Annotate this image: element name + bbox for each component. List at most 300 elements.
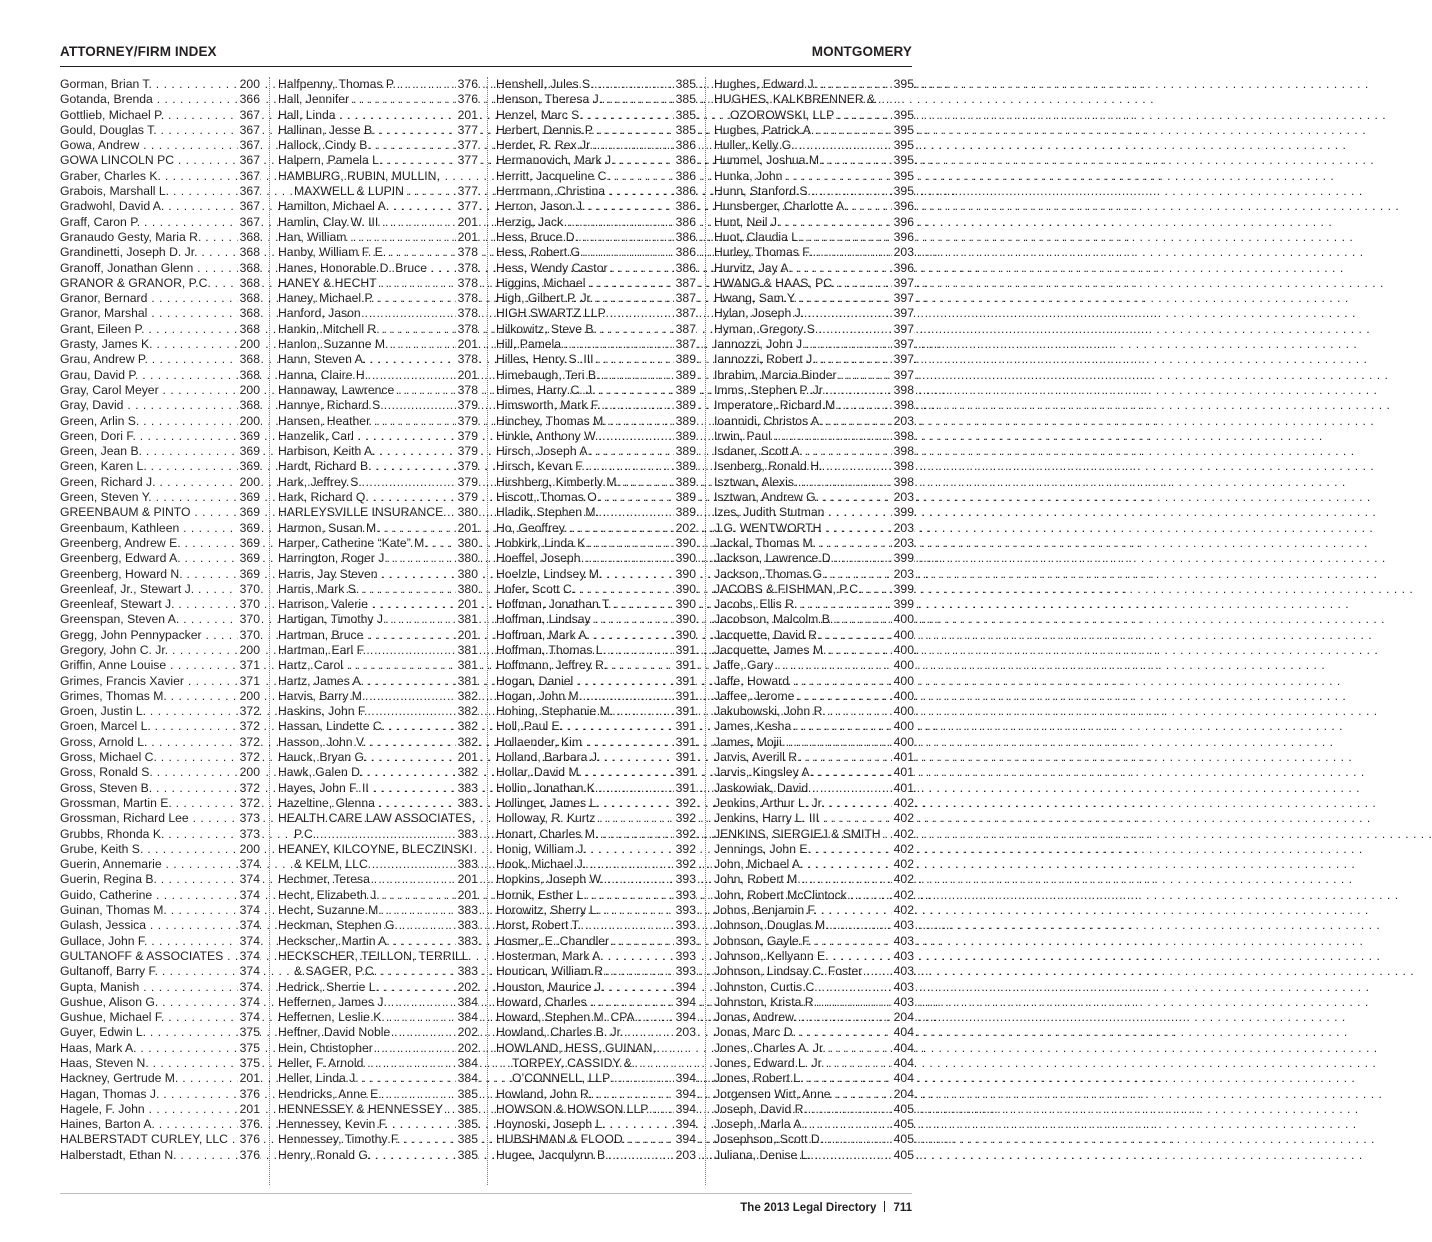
index-entry xyxy=(60,1041,260,1056)
entry-page-number: 387 xyxy=(675,306,696,321)
entry-name: Groen, Marcel L. . . . xyxy=(60,719,236,734)
entry-page-number: 383 xyxy=(457,933,478,948)
entry-page-number: 369 xyxy=(239,459,260,474)
index-entry xyxy=(278,827,478,842)
index-entry xyxy=(714,689,914,704)
index-entry xyxy=(278,888,478,903)
entry-name: Gullace, John F. . . . xyxy=(60,934,236,949)
entry-page-number: 370 xyxy=(239,581,260,596)
entry-page-number: 398 xyxy=(893,459,914,474)
entry-name: Herbert, Dennis P. . . . xyxy=(496,123,672,138)
index-entry xyxy=(714,567,914,582)
index-entry xyxy=(496,674,696,689)
entry-page-number: 201 xyxy=(239,1071,260,1086)
entry-page-number: 395 xyxy=(893,153,914,168)
entry-page-number: 368 xyxy=(239,352,260,367)
entry-page-number: 367 xyxy=(239,122,260,137)
index-entry xyxy=(278,276,478,291)
index-entry xyxy=(278,582,478,597)
index-entry xyxy=(60,92,260,107)
entry-page-number: 394 xyxy=(675,1117,696,1132)
index-entry xyxy=(714,169,914,184)
entry-page-number: 371 xyxy=(239,673,260,688)
index-entry xyxy=(278,934,478,949)
entry-name: Hurley, Thomas F. . . . xyxy=(714,245,890,260)
index-entry xyxy=(714,521,914,536)
index-entry xyxy=(278,1071,478,1086)
index-entry xyxy=(496,1087,696,1102)
entry-name: Hazeltine, Glenna . . . xyxy=(278,796,454,811)
index-entry xyxy=(60,735,260,750)
entry-page-number: 382 xyxy=(457,765,478,780)
index-entry xyxy=(60,903,260,918)
entry-page-number: 385 xyxy=(457,1101,478,1116)
index-entry xyxy=(714,704,914,719)
index-entry xyxy=(496,612,696,627)
entry-name: Haas, Steven N. . . . xyxy=(60,1056,236,1071)
entry-page-number: 384 xyxy=(457,1056,478,1070)
entry-page-number: 398 xyxy=(893,428,914,443)
entry-page-number: 202 xyxy=(457,1025,478,1040)
entry-page-number: 380 xyxy=(457,581,478,596)
entry-page-number: 368 xyxy=(239,321,260,336)
index-entry xyxy=(714,368,914,383)
entry-name: Herzig, Jack . . . xyxy=(496,215,672,230)
index-entry xyxy=(714,903,914,918)
entry-name: Green, Jean B. . . . xyxy=(60,444,236,459)
entry-page-number: 383 xyxy=(457,857,478,872)
index-entry xyxy=(278,505,478,520)
entry-page-number: 395 xyxy=(893,138,914,153)
entry-page-number: 395 xyxy=(893,168,914,183)
entry-page-number: 366 xyxy=(239,92,260,107)
entry-name: HAMBURG, RUBIN, MULLIN, xyxy=(278,168,440,183)
entry-page-number: 398 xyxy=(893,382,914,397)
entry-name: Ioannidi, Christos A. . . . xyxy=(714,414,890,429)
index-entry xyxy=(278,949,478,964)
entry-name: Hann, Steven A. . . . xyxy=(278,352,454,367)
index-entry xyxy=(60,1071,260,1086)
entry-page-number: 374 xyxy=(239,918,260,933)
entry-page-number: 378 xyxy=(457,352,478,367)
entry-page-number: 397 xyxy=(893,321,914,336)
entry-name: Hinkle, Anthony W. . . . xyxy=(496,429,672,444)
index-entry xyxy=(496,199,696,214)
entry-name: Greenspan, Steven A. . . . xyxy=(60,612,236,627)
entry-page-number: 380 xyxy=(457,535,478,550)
entry-name: Jacobson, Malcolm B. . . . xyxy=(714,612,890,627)
index-entry xyxy=(496,1056,696,1071)
entry-name: Hiscott, Thomas O. . . . xyxy=(496,490,672,505)
entry-name: John, Robert McClintock . . . xyxy=(714,888,890,903)
entry-page-number: 386 xyxy=(675,199,696,214)
index-entry xyxy=(60,811,260,826)
entry-name: Graff, Caron P. . . . xyxy=(60,215,236,230)
index-entry xyxy=(714,735,914,750)
index-entry xyxy=(278,429,478,444)
entry-name: HENNESSEY & HENNESSEY . . . xyxy=(278,1102,454,1117)
entry-name: Grabois, Marshall L. . . . xyxy=(60,184,236,199)
entry-page-number: 374 xyxy=(239,979,260,994)
index-entry xyxy=(496,643,696,658)
entry-name: Hallinan, Jesse B. . . . xyxy=(278,123,454,138)
index-entry xyxy=(60,582,260,597)
index-entry xyxy=(714,643,914,658)
entry-page-number: 385 xyxy=(675,122,696,137)
entry-page-number: 391 xyxy=(675,780,696,795)
index-entry xyxy=(496,184,696,199)
entry-page-number: 378 xyxy=(457,260,478,275)
index-entry xyxy=(60,306,260,321)
index-entry xyxy=(60,536,260,551)
entry-page-number: 387 xyxy=(675,321,696,336)
index-entry xyxy=(714,1132,914,1147)
entry-page-number: 392 xyxy=(675,826,696,841)
index-entry xyxy=(496,582,696,597)
entry-name: Jaffe, Gary . . . xyxy=(714,658,890,673)
entry-page-number: 373 xyxy=(239,811,260,826)
entry-name: Hallock, Cindy B. . . . xyxy=(278,138,454,153)
page-header xyxy=(60,44,912,62)
entry-name: Harrington, Roger J. . . . xyxy=(278,551,454,566)
entry-name: Grau, Andrew P. . . . xyxy=(60,352,236,367)
index-entry xyxy=(496,796,696,811)
index-entry xyxy=(714,827,914,842)
entry-page-number: 381 xyxy=(457,673,478,688)
index-entry xyxy=(496,383,696,398)
entry-page-number: 379 xyxy=(457,398,478,413)
index-entry xyxy=(714,628,914,643)
entry-name: Jaffee, Jerome . . . xyxy=(714,689,890,704)
entry-page-number: 398 xyxy=(893,444,914,459)
entry-name: Hermanovich, Mark J. . . . xyxy=(496,153,672,168)
index-entry xyxy=(496,980,696,995)
entry-name: Jakubowski, John R. . . . xyxy=(714,704,890,719)
entry-page-number: 397 xyxy=(893,275,914,290)
entry-page-number: 399 xyxy=(893,597,914,612)
index-entry xyxy=(714,123,914,138)
index-entry xyxy=(496,903,696,918)
entry-page-number: 384 xyxy=(457,1010,478,1025)
entry-name: Hess, Bruce D. . . . xyxy=(496,230,672,245)
entry-name: Granaudo Gesty, Maria R. . . . xyxy=(60,230,236,245)
index-entry xyxy=(714,918,914,933)
entry-page-number: 201 xyxy=(457,597,478,612)
entry-page-number: 377 xyxy=(457,184,478,199)
index-entry xyxy=(60,123,260,138)
entry-page-number: 383 xyxy=(457,964,478,979)
entry-name: HUBSHMAN & FLOOD . . . xyxy=(496,1132,672,1147)
entry-page-number: 386 xyxy=(675,229,696,244)
entry-page-number: 385 xyxy=(457,1086,478,1101)
index-entry xyxy=(278,735,478,750)
entry-name: Hollin, Jonathan K. . . . xyxy=(496,781,672,796)
entry-page-number: 374 xyxy=(239,994,260,1009)
entry-page-number: 397 xyxy=(893,291,914,306)
entry-page-number: 394 xyxy=(675,979,696,994)
entry-name: Hall, Jennifer . . . xyxy=(278,92,454,107)
entry-name: Hark, Jeffrey S. . . . xyxy=(278,475,454,490)
entry-name: Green, Karen L. . . . xyxy=(60,459,236,474)
index-entry xyxy=(496,918,696,933)
entry-name: Grimes, Francis Xavier . . . xyxy=(60,674,236,689)
index-entry xyxy=(714,872,914,887)
index-entry xyxy=(278,475,478,490)
entry-page-number: 400 xyxy=(893,673,914,688)
index-entry xyxy=(496,628,696,643)
entry-page-number: 392 xyxy=(675,795,696,810)
index-entry xyxy=(278,245,478,260)
index-entry xyxy=(60,827,260,842)
index-entry xyxy=(714,980,914,995)
entry-page-number: 389 xyxy=(675,398,696,413)
index-entry xyxy=(60,215,260,230)
index-entry xyxy=(60,643,260,658)
section-title: ATTORNEY/FIRM INDEX xyxy=(60,44,217,59)
entry-page-number: 372 xyxy=(239,795,260,810)
index-entry xyxy=(496,964,696,979)
entry-page-number: 390 xyxy=(675,612,696,627)
entry-name: Joseph, David R. . . . xyxy=(714,1102,890,1117)
index-entry xyxy=(60,1148,260,1163)
entry-name: Halpern, Pamela L. . . . xyxy=(278,153,454,168)
entry-name: Jones, Edward L. Jr. . . . xyxy=(714,1056,890,1071)
entry-page-number: 402 xyxy=(893,795,914,810)
index-entry xyxy=(278,964,478,979)
entry-page-number: 201 xyxy=(457,872,478,887)
entry-page-number: 402 xyxy=(893,826,914,841)
entry-page-number: 370 xyxy=(239,597,260,612)
entry-page-number: 201 xyxy=(239,1101,260,1116)
entry-page-number: 387 xyxy=(675,291,696,306)
entry-page-number: 386 xyxy=(675,214,696,229)
entry-name: Hogan, John M. . . . xyxy=(496,689,672,704)
entry-name: Hoeffel, Joseph . . . xyxy=(496,551,672,566)
entry-name: Johnson, Douglas M. . . . xyxy=(714,918,890,933)
entry-page-number: 384 xyxy=(457,994,478,1009)
entry-page-number: 391 xyxy=(675,719,696,734)
index-column-1 xyxy=(60,77,260,1163)
index-entry xyxy=(60,291,260,306)
entry-name: Hamilton, Michael A. . . . xyxy=(278,199,454,214)
entry-page-number: 403 xyxy=(893,933,914,948)
index-entry xyxy=(714,597,914,612)
entry-name: & KELM, LLC . . . xyxy=(278,857,454,872)
entry-name: Hollinger, James L. . . . xyxy=(496,796,672,811)
entry-name: Gould, Douglas T. . . . xyxy=(60,123,236,138)
entry-page-number: 398 xyxy=(893,474,914,489)
entry-name: Greenbaum, Kathleen . . . xyxy=(60,521,236,536)
entry-page-number: 397 xyxy=(893,352,914,367)
entry-page-number: 390 xyxy=(675,551,696,566)
entry-name: HUGHES, KALKBRENNER & xyxy=(714,92,876,107)
entry-page-number: 386 xyxy=(675,153,696,168)
entry-page-number: 394 xyxy=(675,1101,696,1116)
entry-name: Henry, Ronald G. . . . xyxy=(278,1148,454,1163)
index-entry xyxy=(714,505,914,520)
entry-page-number: 374 xyxy=(239,903,260,918)
index-entry xyxy=(714,230,914,245)
entry-page-number: 393 xyxy=(675,933,696,948)
entry-name: Granor, Marshal . . . xyxy=(60,306,236,321)
entry-page-number: 201 xyxy=(457,367,478,382)
entry-name: Howland, Charles B. Jr. . . . xyxy=(496,1025,672,1040)
entry-name: Hughes, Edward J. . . . xyxy=(714,77,890,92)
entry-page-number: 379 xyxy=(457,444,478,459)
index-entry xyxy=(278,444,478,459)
index-entry xyxy=(496,261,696,276)
entry-page-number: 203 xyxy=(893,490,914,505)
entry-name: Hartz, James A. . . . xyxy=(278,674,454,689)
entry-name: Gulash, Jessica . . . xyxy=(60,918,236,933)
entry-page-number: 203 xyxy=(675,1147,696,1162)
entry-page-number: 402 xyxy=(893,857,914,872)
entry-page-number: 397 xyxy=(893,306,914,321)
entry-name: Hladik, Stephen M. . . . xyxy=(496,505,672,520)
entry-name: Jones, Robert L. . . . xyxy=(714,1071,890,1086)
column-divider xyxy=(269,77,270,1185)
entry-page-number: 367 xyxy=(239,184,260,199)
index-entry xyxy=(278,368,478,383)
entry-page-number: 383 xyxy=(457,826,478,841)
entry-name: Gray, Carol Meyer . . . xyxy=(60,383,236,398)
index-entry xyxy=(278,872,478,887)
entry-name: HIGH SWARTZ LLP . . . xyxy=(496,306,672,321)
entry-page-number: 369 xyxy=(239,551,260,566)
entry-page-number: 400 xyxy=(893,704,914,719)
entry-page-number: 382 xyxy=(457,734,478,749)
entry-name: Hoffman, Lindsay . . . xyxy=(496,612,672,627)
index-entry xyxy=(60,169,260,184)
entry-page-number: 369 xyxy=(239,505,260,520)
entry-name: Granor, Bernard . . . xyxy=(60,291,236,306)
entry-name: Hardt, Richard B. . . . xyxy=(278,459,454,474)
entry-page-number: 371 xyxy=(239,658,260,673)
entry-page-number: 389 xyxy=(675,367,696,382)
index-entry xyxy=(278,612,478,627)
index-entry xyxy=(496,1148,696,1163)
entry-page-number: 386 xyxy=(675,245,696,260)
index-entry xyxy=(278,551,478,566)
entry-name: HWANG & HAAS, PC . . . xyxy=(714,276,890,291)
entry-page-number: 369 xyxy=(239,444,260,459)
entry-page-number: 400 xyxy=(893,734,914,749)
entry-name: Himes, Harry C. J. . . . xyxy=(496,383,672,398)
entry-page-number: 391 xyxy=(675,750,696,765)
entry-name: John, Michael A. . . . xyxy=(714,857,890,872)
entry-name: Gross, Ronald S. . . . xyxy=(60,765,236,780)
index-entry xyxy=(60,398,260,413)
index-entry xyxy=(278,184,478,199)
entry-page-number: 403 xyxy=(893,979,914,994)
index-entry xyxy=(496,291,696,306)
index-entry xyxy=(60,429,260,444)
index-entry xyxy=(60,108,260,123)
index-entry xyxy=(278,980,478,995)
index-entry xyxy=(60,551,260,566)
index-entry xyxy=(714,261,914,276)
index-entry xyxy=(278,918,478,933)
index-entry xyxy=(714,459,914,474)
entry-page-number: 201 xyxy=(457,887,478,902)
entry-page-number: 391 xyxy=(675,658,696,673)
index-entry xyxy=(496,719,696,734)
index-entry xyxy=(496,276,696,291)
index-entry xyxy=(496,230,696,245)
entry-name: Gross, Michael C. . . . xyxy=(60,750,236,765)
entry-page-number: 202 xyxy=(457,979,478,994)
entry-page-number: 201 xyxy=(457,107,478,122)
entry-page-number: 394 xyxy=(675,1071,696,1086)
entry-page-number: 376 xyxy=(239,1132,260,1147)
entry-page-number: 394 xyxy=(675,1132,696,1147)
index-entry xyxy=(60,934,260,949)
index-entry xyxy=(60,261,260,276)
index-entry xyxy=(496,1117,696,1132)
index-entry xyxy=(714,1041,914,1056)
index-entry xyxy=(714,934,914,949)
index-entry xyxy=(278,857,478,872)
entry-page-number: 387 xyxy=(675,275,696,290)
entry-page-number: 369 xyxy=(239,490,260,505)
entry-page-number: 392 xyxy=(675,811,696,826)
index-entry xyxy=(60,505,260,520)
index-entry xyxy=(60,872,260,887)
entry-page-number: 392 xyxy=(675,841,696,856)
index-entry xyxy=(714,108,914,123)
entry-name: Hannye, Richard S. . . . xyxy=(278,398,454,413)
entry-name: Hauck, Bryan G. . . . xyxy=(278,750,454,765)
index-entry xyxy=(60,857,260,872)
index-entry xyxy=(496,551,696,566)
entry-name: Hourican, William R. . . . xyxy=(496,964,672,979)
index-entry xyxy=(714,322,914,337)
index-entry xyxy=(278,230,478,245)
index-entry xyxy=(714,658,914,673)
index-entry xyxy=(714,674,914,689)
entry-name: Holl, Paul E. . . . xyxy=(496,719,672,734)
index-entry xyxy=(60,245,260,260)
entry-name: & SAGER, P.C. . . . xyxy=(278,964,454,979)
index-entry xyxy=(60,383,260,398)
entry-page-number: 390 xyxy=(675,566,696,581)
entry-page-number: 380 xyxy=(457,551,478,566)
index-entry xyxy=(60,658,260,673)
index-entry xyxy=(496,108,696,123)
index-entry xyxy=(496,337,696,352)
entry-name: James, Kesha . . . xyxy=(714,719,890,734)
entry-name: J.G. WENTWORTH . . . xyxy=(714,521,890,536)
entry-name: Jaskowiak, David . . . xyxy=(714,781,890,796)
entry-name: Hackney, Gertrude M. . . . xyxy=(60,1071,236,1086)
index-entry xyxy=(714,1148,914,1163)
entry-name: Jenkins, Arthur L. Jr. . . . xyxy=(714,796,890,811)
entry-page-number: 400 xyxy=(893,612,914,627)
entry-page-number: 374 xyxy=(239,964,260,979)
entry-page-number: 200 xyxy=(239,841,260,856)
entry-name: GOWA LINCOLN PC . . . xyxy=(60,153,236,168)
index-entry xyxy=(714,276,914,291)
entry-page-number: 404 xyxy=(893,1025,914,1040)
entry-name: Hein, Christopher . . . xyxy=(278,1041,454,1056)
entry-page-number: 391 xyxy=(675,688,696,703)
entry-name: Hedrick, Sherrie L. . . . xyxy=(278,980,454,995)
index-entry xyxy=(714,291,914,306)
entry-name: Gorman, Brian T. . . . xyxy=(60,77,236,92)
entry-page-number: 404 xyxy=(893,1056,914,1070)
index-entry xyxy=(278,1087,478,1102)
index-entry xyxy=(714,582,914,597)
